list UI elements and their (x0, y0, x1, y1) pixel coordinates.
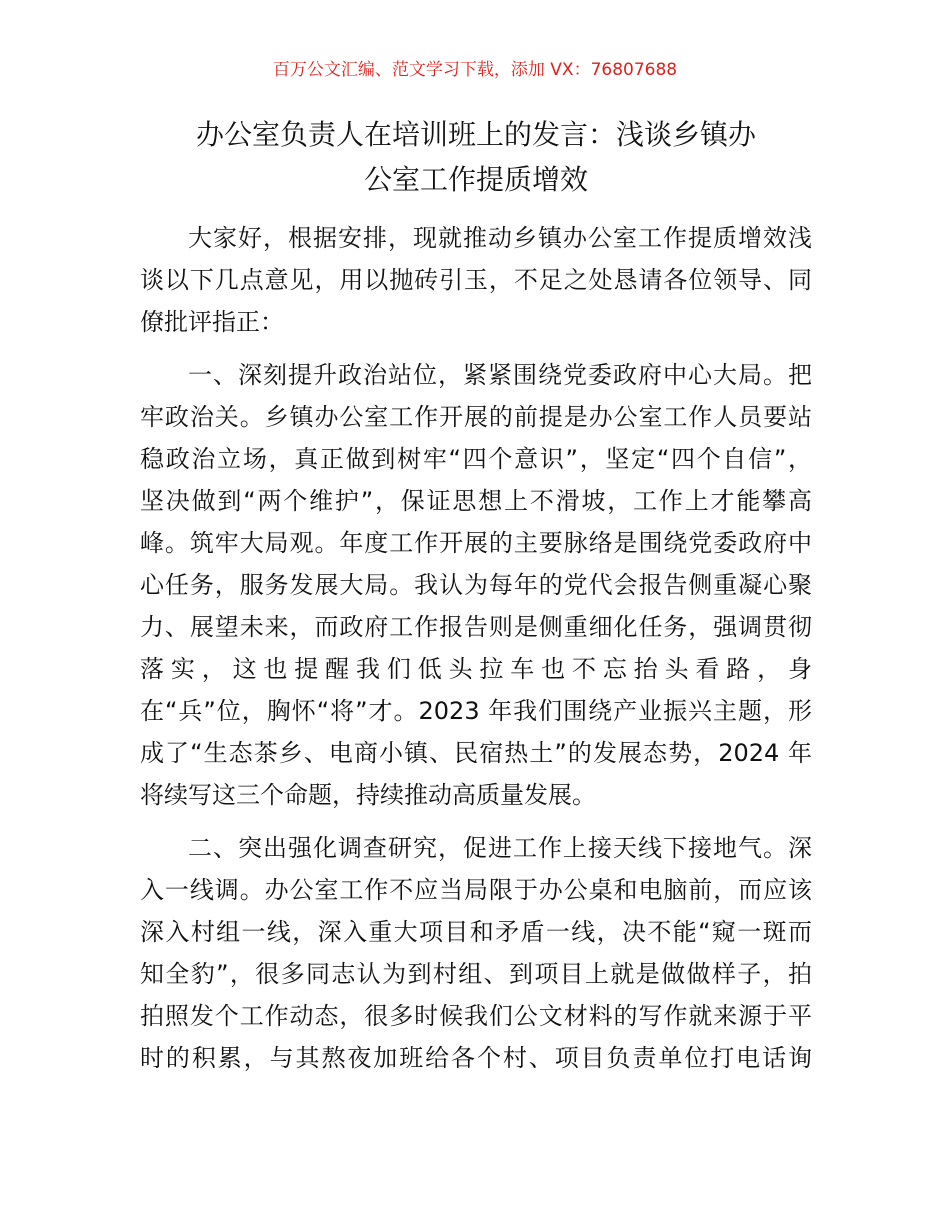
text-line: 坚决做到“两个维护”，保证思想上不滑坡，工作上才能攀高 (140, 487, 812, 515)
document-title-line-2: 公室工作提质增效 (363, 163, 588, 196)
text-line: 谈以下几点意见，用以抛砖引玉，不足之处恳请各位领导、同 (140, 266, 812, 294)
text-line: 一、深刻提升政治站位，紧紧围绕党委政府中心大局。把 (188, 361, 812, 389)
text-line: 二、突出强化调查研究，促进工作上接天线下接地气。深 (188, 834, 812, 862)
text-line: 拍照发个工作动态，很多时候我们公文材料的写作就来源于平 (140, 1002, 812, 1030)
text-line: 深入村组一线，深入重大项目和矛盾一线，决不能“窥一斑而 (140, 918, 812, 946)
text-line: 将续写这三个命题，持续推动高质量发展。 (140, 781, 596, 809)
text-line: 牢政治关。乡镇办公室工作开展的前提是办公室工作人员要站 (140, 403, 812, 431)
text-line: 峰。筑牢大局观。年度工作开展的主要脉络是围绕党委政府中 (140, 529, 812, 557)
text-line: 落实，这也提醒我们低头拉车也不忘抬头看路，身 (140, 655, 812, 683)
text-line: 知全豹”，很多同志认为到村组、到项目上就是做做样子，拍 (140, 960, 812, 988)
text-line: 稳政治立场，真正做到树牢“四个意识”，坚定“四个自信”， (140, 445, 812, 473)
text-line: 大家好，根据安排，现就推动乡镇办公室工作提质增效浅 (188, 224, 812, 252)
paragraph-intro (140, 217, 812, 343)
watermark-header: 百万公文汇编、范文学习下载，添加 VX：76807688 (272, 60, 678, 80)
paragraph-section-one (140, 354, 812, 816)
text-line: 时的积累，与其熬夜加班给各个村、项目负责单位打电话询 (140, 1044, 812, 1072)
text-line: 心任务，服务发展大局。我认为每年的党代会报告侧重凝心聚 (140, 571, 812, 599)
text-line: 入一线调。办公室工作不应当局限于办公桌和电脑前，而应该 (140, 876, 812, 904)
text-line: 力、展望未来，而政府工作报告则是侧重细化任务，强调贯彻 (140, 613, 812, 641)
text-line: 僚批评指正： (140, 308, 284, 336)
document-title-line-1: 办公室负责人在培训班上的发言：浅谈乡镇办 (195, 118, 756, 151)
paragraph-section-two (140, 827, 812, 1079)
text-line: 在“兵”位，胸怀“将”才。2023 年我们围绕产业振兴主题，形 (140, 697, 812, 725)
text-line: 成了“生态茶乡、电商小镇、民宿热土”的发展态势，2024 年 (140, 739, 812, 767)
